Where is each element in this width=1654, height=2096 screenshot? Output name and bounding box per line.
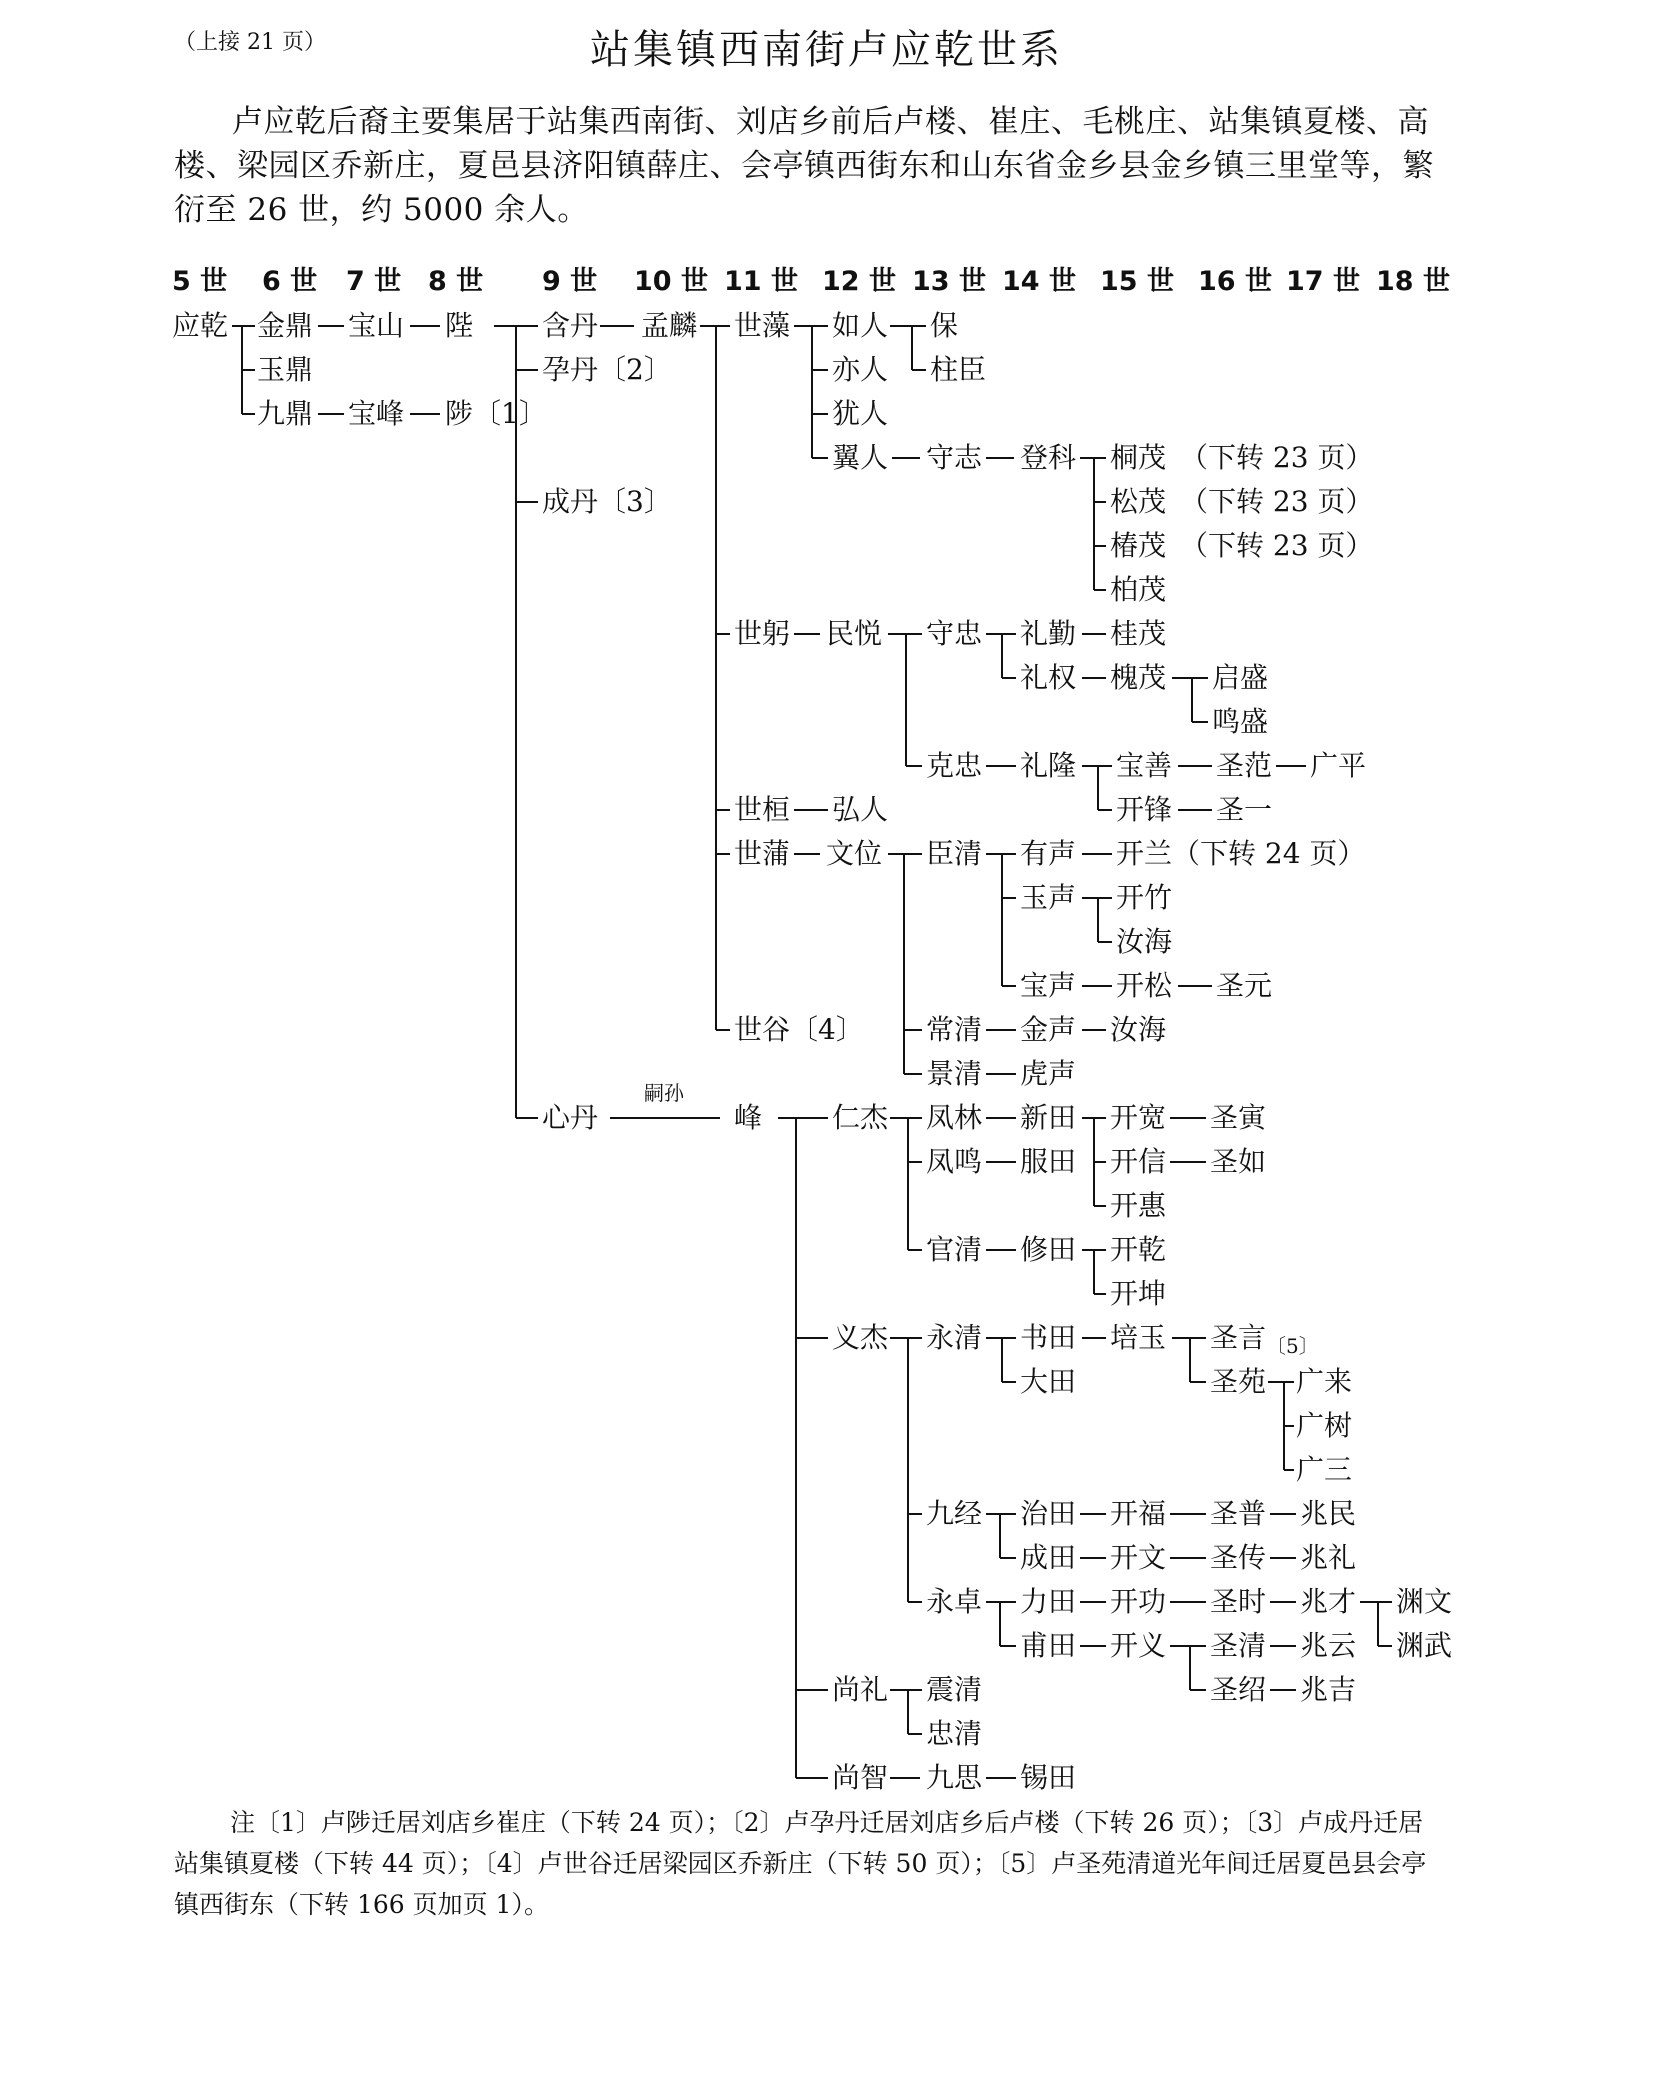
- tree-node: 孕丹〔2〕: [542, 353, 672, 386]
- tree-node: 弘人: [832, 793, 889, 826]
- tree-node: 震清: [926, 1673, 983, 1706]
- tree-node: 新田: [1020, 1101, 1077, 1134]
- tree-node: 凤林: [926, 1101, 983, 1134]
- generation-label: 13 世: [912, 266, 986, 297]
- tree-node: 汝海: [1116, 925, 1173, 958]
- tree-node: 世躬: [734, 617, 791, 650]
- tree-node: 广树: [1296, 1409, 1353, 1442]
- tree-node: 九思: [926, 1761, 983, 1794]
- tree-node: 世藻: [734, 309, 791, 342]
- tree-node: 松茂: [1110, 485, 1167, 518]
- tree-node: 世桓: [734, 793, 791, 826]
- intro-paragraph: 卢应乾后裔主要集居于站集西南街、刘店乡前后卢楼、崔庄、毛桃庄、站集镇夏楼、高楼、梁园区乔新庄，夏邑县济阳镇薛庄、会亭镇西街东和山东省金乡县金乡镇三里堂等，繁衍至 26 世，约 5000 余人。: [174, 104, 1434, 228]
- tree-node: 臣清: [926, 837, 983, 870]
- tree-node: 渊文: [1396, 1585, 1453, 1618]
- tree-node: 服田: [1020, 1145, 1077, 1178]
- tree-node: 开竹: [1116, 881, 1173, 914]
- tree-node: 广三: [1296, 1453, 1353, 1486]
- generation-label: 9 世: [542, 266, 598, 297]
- page-title: 站集镇西南街卢应乾世系: [590, 27, 1063, 73]
- tree-node: 九鼎: [257, 397, 314, 430]
- tree-node: 桐茂: [1110, 441, 1167, 474]
- tree-node: 景清: [926, 1057, 983, 1090]
- tree-node: 守忠: [926, 617, 983, 650]
- tree-node: 圣绍: [1210, 1673, 1267, 1706]
- generation-label: 16 世: [1198, 266, 1272, 297]
- tree-node: 圣一: [1216, 793, 1273, 826]
- tree-node: 孟麟: [641, 309, 698, 342]
- tree-node: 圣如: [1210, 1145, 1267, 1178]
- tree-node: 开宽: [1110, 1101, 1167, 1134]
- tree-node: 柏茂: [1110, 573, 1167, 606]
- tree-node: 金鼎: [257, 309, 314, 342]
- tree-node: 宝峰: [348, 397, 405, 430]
- tree-node: （下转 23 页）: [1180, 529, 1374, 562]
- tree-node: 尚智: [832, 1761, 889, 1794]
- tree-node: 鸣盛: [1212, 705, 1269, 738]
- tree-node: 开坤: [1110, 1277, 1167, 1310]
- tree-node: 开义: [1110, 1629, 1167, 1662]
- tree-node: 如人: [832, 309, 889, 342]
- tree-node: 九经: [926, 1497, 983, 1530]
- generation-label: 6 世: [262, 266, 318, 297]
- tree-node: 常清: [926, 1013, 983, 1046]
- footnotes: 注〔1〕卢陟迁居刘店乡崔庄（下转 24 页）；〔2〕卢孕丹迁居刘店乡后卢楼（下转 26 页）；〔3〕卢成丹迁居站集镇夏楼（下转 44 页）；〔4〕卢世谷迁居梁园区乔新庄（下转 50 页）；〔5〕卢圣苑清道光年间迁居夏邑县会亭镇西街东（下转 166 页加页 1）。: [174, 1808, 1427, 1919]
- tree-node: 应乾: [172, 309, 229, 342]
- tree-node: 成丹〔3〕: [542, 485, 672, 518]
- tree-node: 柱臣: [930, 353, 987, 386]
- tree-node: 培玉: [1110, 1321, 1167, 1354]
- tree-node: 力田: [1020, 1585, 1077, 1618]
- tree-node: 兆民: [1300, 1497, 1357, 1530]
- tree-node: 登科: [1020, 441, 1077, 474]
- tree-node: 礼权: [1020, 661, 1077, 694]
- tree-node: 成田: [1020, 1541, 1077, 1574]
- tree-node: 圣苑: [1210, 1365, 1267, 1398]
- tree-node: 开福: [1110, 1497, 1167, 1530]
- tree-node: 礼勤: [1020, 617, 1077, 650]
- tree-node: （下转 23 页）: [1180, 485, 1374, 518]
- tree-node: 心丹: [542, 1101, 599, 1134]
- generation-label: 14 世: [1002, 266, 1076, 297]
- tree-node: 桂茂: [1110, 617, 1167, 650]
- tree-node: 玉鼎: [257, 353, 314, 386]
- tree-node: 守志: [926, 441, 983, 474]
- tree-node: 开兰（下转 24 页）: [1116, 837, 1366, 870]
- tree-node: 玉声: [1020, 881, 1077, 914]
- tree-node: 保: [930, 309, 959, 342]
- tree-node: 官清: [926, 1233, 983, 1266]
- tree-node: 峰: [734, 1101, 763, 1134]
- tree-node: 圣时: [1210, 1585, 1267, 1618]
- tree-node: 开信: [1110, 1145, 1167, 1178]
- continued-from-note: （上接 21 页）: [174, 30, 326, 55]
- tree-node: 亦人: [832, 353, 889, 386]
- tree-node: 广来: [1296, 1365, 1353, 1398]
- tree-node: 开功: [1110, 1585, 1167, 1618]
- tree-node: 宝山: [348, 309, 405, 342]
- tree-node: 陛: [445, 309, 474, 342]
- adoption-label: 嗣孙: [644, 1081, 684, 1105]
- generation-label: 17 世: [1286, 266, 1360, 297]
- tree-node: 槐茂: [1110, 661, 1167, 694]
- tree-node: 圣言: [1210, 1321, 1267, 1354]
- generation-label: 5 世: [172, 266, 228, 297]
- tree-node: 凤鸣: [926, 1145, 983, 1178]
- tree-node: 犹人: [832, 397, 889, 430]
- tree-node: 汝海: [1110, 1013, 1167, 1046]
- tree-node: 圣普: [1210, 1497, 1267, 1530]
- tree-node: 治田: [1020, 1497, 1077, 1530]
- tree-node: 永清: [926, 1321, 983, 1354]
- tree-node: 圣范: [1216, 749, 1273, 782]
- tree-node: 金声: [1020, 1013, 1077, 1046]
- tree-node: （下转 23 页）: [1180, 441, 1374, 474]
- tree-node: 开乾: [1110, 1233, 1167, 1266]
- tree-node: 虎声: [1020, 1057, 1077, 1090]
- tree-node: 世谷〔4〕: [734, 1013, 864, 1046]
- tree-node: 世蒲: [734, 837, 791, 870]
- generation-label: 15 世: [1100, 266, 1174, 297]
- tree-node: 甫田: [1020, 1629, 1077, 1662]
- tree-node: 开锋: [1116, 793, 1173, 826]
- tree-node: 义杰: [832, 1321, 889, 1354]
- tree-node: 宝善: [1116, 749, 1173, 782]
- footnote-marker: 〔5〕: [1266, 1334, 1319, 1358]
- tree-node: 启盛: [1212, 661, 1269, 694]
- tree-node: 礼隆: [1020, 749, 1077, 782]
- generation-label: 8 世: [428, 266, 484, 297]
- tree-node: 宝声: [1020, 969, 1077, 1002]
- tree-node: 兆吉: [1300, 1673, 1357, 1706]
- generation-label: 7 世: [346, 266, 402, 297]
- tree-node: 民悦: [826, 617, 883, 650]
- generation-label: 10 世: [634, 266, 708, 297]
- tree-node: 尚礼: [832, 1673, 889, 1706]
- tree-node: 圣寅: [1210, 1101, 1267, 1134]
- tree-node: 翼人: [832, 441, 889, 474]
- tree-node: 兆才: [1300, 1585, 1357, 1618]
- tree-node: 大田: [1020, 1365, 1077, 1398]
- tree-node: 开松: [1116, 969, 1173, 1002]
- tree-node: 椿茂: [1110, 529, 1167, 562]
- tree-node: 圣传: [1210, 1541, 1267, 1574]
- tree-node: 广平: [1310, 749, 1367, 782]
- tree-node: 渊武: [1396, 1629, 1453, 1662]
- tree-node: 开文: [1110, 1541, 1167, 1574]
- tree-node: 圣元: [1216, 969, 1273, 1002]
- tree-node: 忠清: [926, 1717, 983, 1750]
- tree-node: 锡田: [1020, 1761, 1077, 1794]
- tree-node: 陟〔1〕: [445, 397, 547, 430]
- tree-node: 永卓: [926, 1585, 983, 1618]
- tree-node: 含丹: [542, 309, 599, 342]
- tree-node: 有声: [1020, 837, 1077, 870]
- tree-node: 修田: [1020, 1233, 1077, 1266]
- generation-label: 12 世: [822, 266, 896, 297]
- tree-node: 文位: [826, 837, 883, 870]
- tree-node: 开惠: [1110, 1189, 1167, 1222]
- generation-label: 18 世: [1376, 266, 1450, 297]
- tree-node: 兆礼: [1300, 1541, 1357, 1574]
- tree-node: 兆云: [1300, 1629, 1357, 1662]
- tree-node: 书田: [1020, 1321, 1077, 1354]
- tree-node: 仁杰: [832, 1101, 889, 1134]
- tree-node: 克忠: [926, 749, 983, 782]
- generation-label: 11 世: [724, 266, 798, 297]
- tree-node: 圣清: [1210, 1629, 1267, 1662]
